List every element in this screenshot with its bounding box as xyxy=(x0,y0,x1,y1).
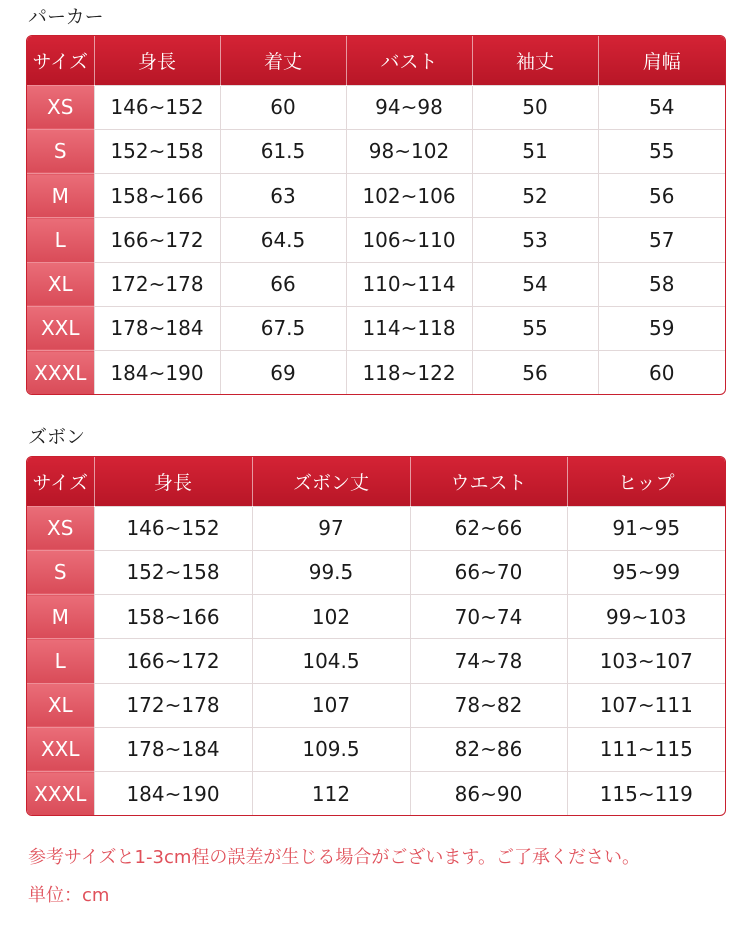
value-cell: 106~110 xyxy=(346,218,472,262)
value-cell: 110~114 xyxy=(346,262,472,306)
size-cell: XS xyxy=(27,85,94,129)
parka-header-cell: サイズ xyxy=(27,36,94,85)
table-row xyxy=(27,772,725,815)
value-cell: 98~102 xyxy=(346,129,472,173)
table-row xyxy=(27,129,725,173)
parka-header-row xyxy=(27,36,725,85)
pants-title: ズボン xyxy=(28,426,86,448)
size-disclaimer: 参考サイズと1-3cm程の誤差が生じる場合がございます。ご了承ください。 xyxy=(28,847,640,868)
size-cell: L xyxy=(27,639,94,683)
value-cell: 59 xyxy=(598,306,725,350)
value-cell: 111~115 xyxy=(567,727,725,771)
parka-header-cell: 袖丈 xyxy=(472,36,598,85)
size-cell: S xyxy=(27,129,94,173)
table-row xyxy=(27,262,725,306)
size-cell: XS xyxy=(27,506,94,550)
value-cell: 70~74 xyxy=(410,595,567,639)
size-cell: L xyxy=(27,218,94,262)
table-row xyxy=(27,506,725,550)
value-cell: 56 xyxy=(472,351,598,394)
pants-header-cell: ウエスト xyxy=(410,457,567,506)
value-cell: 102 xyxy=(252,595,410,639)
value-cell: 94~98 xyxy=(346,85,472,129)
value-cell: 66~70 xyxy=(410,550,567,594)
size-cell: M xyxy=(27,174,94,218)
value-cell: 107~111 xyxy=(567,683,725,727)
table-row xyxy=(27,351,725,394)
value-cell: 51 xyxy=(472,129,598,173)
size-cell: S xyxy=(27,550,94,594)
value-cell: 66 xyxy=(220,262,346,306)
value-cell: 78~82 xyxy=(410,683,567,727)
value-cell: 54 xyxy=(472,262,598,306)
value-cell: 57 xyxy=(598,218,725,262)
size-cell: XXXL xyxy=(27,772,94,815)
value-cell: 184~190 xyxy=(94,351,220,394)
size-cell: XL xyxy=(27,683,94,727)
value-cell: 107 xyxy=(252,683,410,727)
value-cell: 102~106 xyxy=(346,174,472,218)
parka-header-cell: 着丈 xyxy=(220,36,346,85)
value-cell: 67.5 xyxy=(220,306,346,350)
table-row xyxy=(27,550,725,594)
pants-header-cell: ズボン丈 xyxy=(252,457,410,506)
table-row xyxy=(27,595,725,639)
value-cell: 152~158 xyxy=(94,550,252,594)
size-cell: XXL xyxy=(27,306,94,350)
size-cell: XXL xyxy=(27,727,94,771)
value-cell: 61.5 xyxy=(220,129,346,173)
pants-header-row xyxy=(27,457,725,506)
size-cell: M xyxy=(27,595,94,639)
value-cell: 99.5 xyxy=(252,550,410,594)
value-cell: 178~184 xyxy=(94,727,252,771)
parka-size-table xyxy=(26,35,726,395)
value-cell: 58 xyxy=(598,262,725,306)
value-cell: 86~90 xyxy=(410,772,567,815)
value-cell: 91~95 xyxy=(567,506,725,550)
value-cell: 172~178 xyxy=(94,262,220,306)
parka-title: パーカー xyxy=(28,6,104,28)
table-row xyxy=(27,639,725,683)
value-cell: 97 xyxy=(252,506,410,550)
value-cell: 158~166 xyxy=(94,174,220,218)
value-cell: 146~152 xyxy=(94,85,220,129)
value-cell: 109.5 xyxy=(252,727,410,771)
value-cell: 152~158 xyxy=(94,129,220,173)
pants-table-body xyxy=(27,506,725,815)
value-cell: 146~152 xyxy=(94,506,252,550)
value-cell: 103~107 xyxy=(567,639,725,683)
size-cell: XL xyxy=(27,262,94,306)
value-cell: 54 xyxy=(598,85,725,129)
value-cell: 55 xyxy=(472,306,598,350)
pants-header-cell: ヒップ xyxy=(567,457,725,506)
value-cell: 112 xyxy=(252,772,410,815)
value-cell: 166~172 xyxy=(94,218,220,262)
value-cell: 69 xyxy=(220,351,346,394)
value-cell: 82~86 xyxy=(410,727,567,771)
value-cell: 184~190 xyxy=(94,772,252,815)
value-cell: 64.5 xyxy=(220,218,346,262)
table-row xyxy=(27,683,725,727)
value-cell: 104.5 xyxy=(252,639,410,683)
value-cell: 158~166 xyxy=(94,595,252,639)
table-row xyxy=(27,85,725,129)
value-cell: 166~172 xyxy=(94,639,252,683)
value-cell: 74~78 xyxy=(410,639,567,683)
value-cell: 60 xyxy=(598,351,725,394)
value-cell: 178~184 xyxy=(94,306,220,350)
value-cell: 56 xyxy=(598,174,725,218)
size-cell: XXXL xyxy=(27,351,94,394)
value-cell: 50 xyxy=(472,85,598,129)
parka-table-body xyxy=(27,85,725,394)
table-row xyxy=(27,218,725,262)
value-cell: 172~178 xyxy=(94,683,252,727)
parka-header-cell: 肩幅 xyxy=(598,36,725,85)
value-cell: 60 xyxy=(220,85,346,129)
value-cell: 115~119 xyxy=(567,772,725,815)
value-cell: 62~66 xyxy=(410,506,567,550)
value-cell: 63 xyxy=(220,174,346,218)
value-cell: 95~99 xyxy=(567,550,725,594)
table-row xyxy=(27,727,725,771)
parka-header-cell: バスト xyxy=(346,36,472,85)
value-cell: 55 xyxy=(598,129,725,173)
pants-size-table xyxy=(26,456,726,816)
value-cell: 53 xyxy=(472,218,598,262)
pants-header-cell: サイズ xyxy=(27,457,94,506)
pants-header-cell: 身長 xyxy=(94,457,252,506)
unit-label: 単位：cm xyxy=(28,885,110,906)
value-cell: 114~118 xyxy=(346,306,472,350)
table-row xyxy=(27,306,725,350)
parka-header-cell: 身長 xyxy=(94,36,220,85)
value-cell: 99~103 xyxy=(567,595,725,639)
table-row xyxy=(27,174,725,218)
value-cell: 118~122 xyxy=(346,351,472,394)
value-cell: 52 xyxy=(472,174,598,218)
